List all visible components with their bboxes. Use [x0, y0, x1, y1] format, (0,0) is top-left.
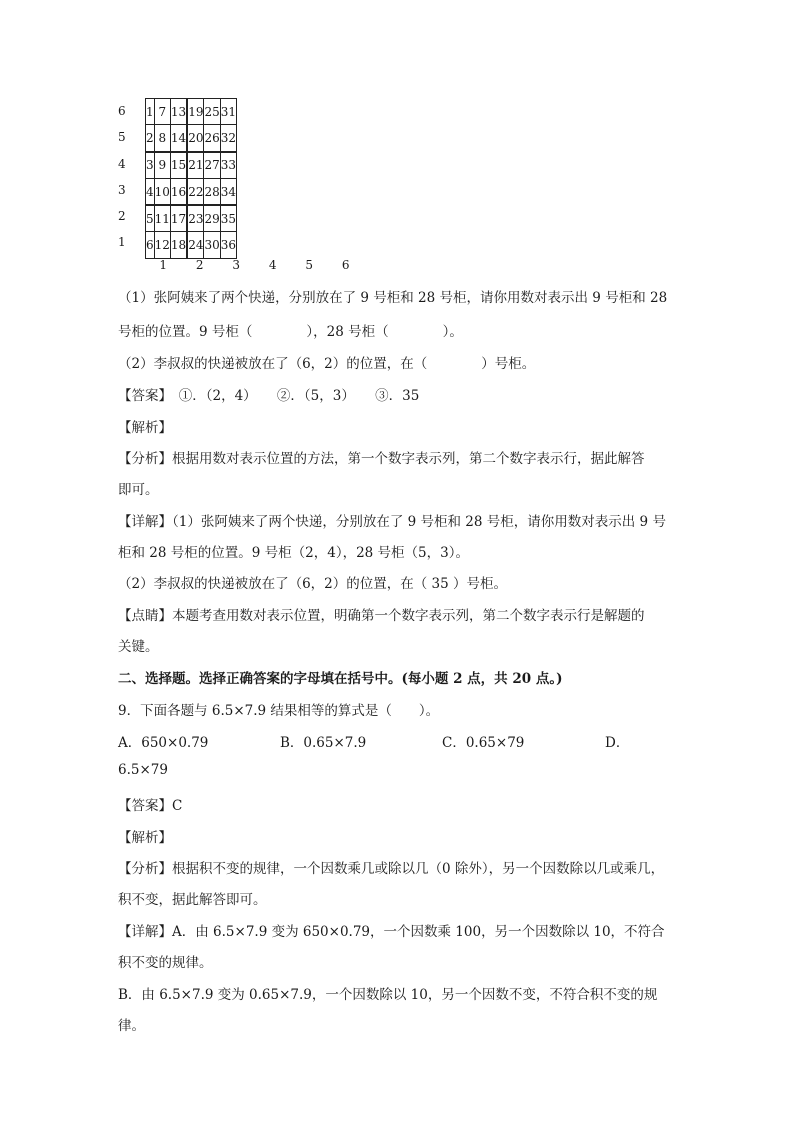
q9-b-line1: B．由 6.5×7.9 变为 0.65×7.9，一个因数除以 10，另一个因数不变，不符合积不变的规: [118, 987, 658, 1003]
q8-xiangjie-line1: 【详解】（1）张阿姨来了两个快递，分别放在了 9 号柜和 28 号柜，请你用数对表示出 9 号: [118, 514, 666, 530]
grid-cell: 15: [170, 152, 187, 179]
grid-cell: 19: [187, 99, 204, 125]
grid-cell: 7: [154, 99, 170, 125]
grid-cell: 25: [204, 99, 220, 125]
column-label: 2: [195, 258, 204, 272]
q9-option-d-label: D．: [605, 735, 630, 751]
q8-fenxi-line2: 即可。: [118, 482, 159, 498]
q9-fenxi-line1: 【分析】根据积不变的规律，一个因数乘几或除以几（0 除外），另一个因数除以几或乘几，: [118, 861, 665, 877]
row-label: 4: [118, 156, 126, 171]
grid-cell: 16: [170, 178, 187, 205]
q9-option-b: B．0.65×7.9: [280, 735, 367, 751]
q9-option-a: A．650×0.79: [118, 735, 209, 751]
column-label: 4: [268, 258, 277, 272]
q9-option-c: C．0.65×79: [442, 735, 525, 751]
column-labels: [145, 258, 364, 272]
grid-cell: 6: [146, 232, 155, 258]
grid-cell: 30: [204, 232, 220, 258]
q8-analysis-title: 【解析】: [118, 420, 172, 436]
grid-cell: 3: [146, 152, 155, 179]
grid-cell: 20: [187, 125, 204, 152]
grid-cell: 11: [154, 205, 170, 232]
grid-cell: 23: [187, 205, 204, 232]
grid-cell: 36: [220, 232, 236, 258]
grid-cell: 18: [170, 232, 187, 258]
q8-xiangjie-line3: （2）李叔叔的快递被放在了（6，2）的位置，在（ 35 ）号柜。: [118, 576, 508, 592]
q8-dianjing-line2: 关键。: [118, 639, 159, 655]
column-label: 3: [232, 258, 241, 272]
grid-cell: 29: [204, 205, 220, 232]
q8-part1-line2: 号柜的位置。9 号柜（ ），28 号柜（ ）。: [118, 324, 463, 340]
grid-cell: 28: [204, 178, 220, 205]
grid-cell: 33: [220, 152, 236, 179]
q8-part1-line1: （1）张阿姨来了两个快递，分别放在了 9 号柜和 28 号柜，请你用数对表示出 9 号柜和 28: [118, 290, 668, 306]
q9-xiangjie-line1: 【详解】A．由 6.5×7.9 变为 650×0.79，一个因数乘 100，另一个因数除以 10，不符合: [118, 924, 665, 940]
q9-option-d-value: 6.5×79: [118, 762, 168, 778]
row-label: 1: [118, 235, 126, 250]
grid-cell: 27: [204, 152, 220, 179]
grid-row: [146, 178, 237, 205]
q9-fenxi-line2: 积不变，据此解答即可。: [118, 892, 267, 908]
grid-cell: 13: [170, 99, 187, 125]
q9-xiangjie-line2: 积不变的规律。: [118, 955, 213, 971]
column-label: 6: [341, 258, 350, 272]
q9-answer: 【答案】C: [118, 798, 183, 814]
section2-heading: 二、选择题。选择正确答案的字母填在括号中。(每小题 2 点，共 20 点。): [118, 671, 563, 687]
grid-cell: 26: [204, 125, 220, 152]
grid-cell: 22: [187, 178, 204, 205]
grid-cell: 5: [146, 205, 155, 232]
column-label: 1: [159, 258, 168, 272]
grid-row: [146, 125, 237, 152]
row-labels: [118, 98, 142, 256]
grid-cell: 9: [154, 152, 170, 179]
grid-cell: 10: [154, 178, 170, 205]
q9-b-line2: 律。: [118, 1018, 145, 1034]
locker-grid: [145, 98, 237, 259]
grid-cell: 1: [146, 99, 155, 125]
grid-cell: 12: [154, 232, 170, 258]
grid-cell: 4: [146, 178, 155, 205]
grid-row: [146, 99, 237, 125]
grid-row: [146, 232, 237, 258]
q8-xiangjie-line2: 柜和 28 号柜的位置。9 号柜（2，4），28 号柜（5，3）。: [118, 545, 469, 561]
grid-cell: 32: [220, 125, 236, 152]
grid-cell: 24: [187, 232, 204, 258]
row-label: 2: [118, 209, 126, 224]
grid-cell: 21: [187, 152, 204, 179]
grid-cell: 17: [170, 205, 187, 232]
q9-stem: 9．下面各题与 6.5×7.9 结果相等的算式是（ ）。: [118, 703, 440, 719]
q8-dianjing-line1: 【点睛】本题考查用数对表示位置，明确第一个数字表示列，第二个数字表示行是解题的: [118, 608, 645, 624]
row-label: 6: [118, 104, 126, 118]
grid-cell: 34: [220, 178, 236, 205]
grid-row: [146, 152, 237, 179]
q8-part2: （2）李叔叔的快递被放在了（6，2）的位置，在（ ）号柜。: [118, 356, 536, 372]
grid-cell: 8: [154, 125, 170, 152]
column-label: 5: [305, 258, 314, 272]
q9-analysis-title: 【解析】: [118, 830, 172, 846]
q8-fenxi-line1: 【分析】根据用数对表示位置的方法，第一个数字表示列，第二个数字表示行，据此解答: [118, 451, 645, 467]
grid-cell: 35: [220, 205, 236, 232]
grid-cell: 14: [170, 125, 187, 152]
row-label: 3: [118, 182, 126, 197]
q8-answer: 【答案】 ①．（2，4） ②．（5，3） ③．35: [118, 388, 420, 404]
grid-cell: 2: [146, 125, 155, 152]
grid-cell: 31: [220, 99, 236, 125]
row-label: 5: [118, 130, 126, 145]
grid-row: [146, 205, 237, 232]
